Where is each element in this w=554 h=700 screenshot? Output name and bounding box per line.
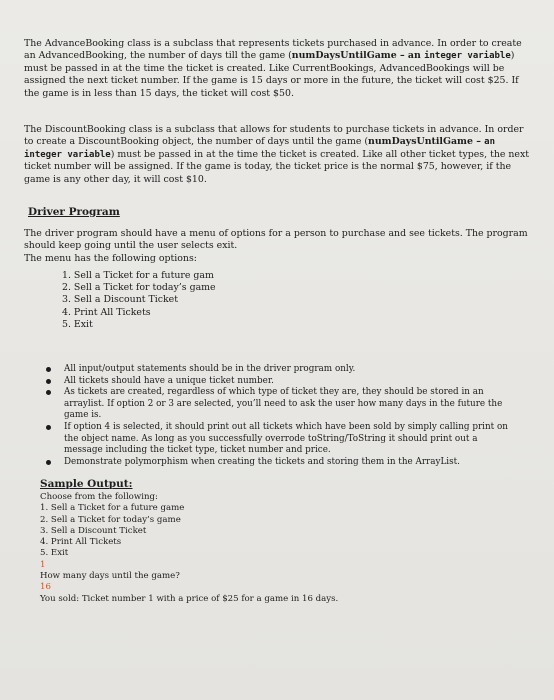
- list-item: [42, 387, 512, 422]
- sample-output-list: [40, 492, 338, 605]
- sample-output-heading: Sample Output:: [40, 478, 133, 490]
- menu-options-list: [62, 270, 216, 331]
- sample-line: Choose from the following:: [40, 492, 158, 502]
- bullet-icon: [46, 367, 51, 372]
- list-item-text: Demonstrate polymorphism when creating the tickets and storing them in the ArrayList.: [64, 456, 460, 467]
- sample-line: 5. Exit: [40, 548, 69, 559]
- variable-type: integer variable: [424, 51, 511, 62]
- advance-booking-paragraph: [24, 38, 530, 100]
- text-run: The DiscountBooking class is a subclass that allows for students to purchase tickets in advance. In order to create a DiscountBooking object, the number of days until the game (: [24, 124, 524, 148]
- bullet-icon: [46, 460, 51, 465]
- list-item: 1. Sell a Ticket for a future gam: [62, 270, 214, 281]
- variable-name: numDaysUntilGame: [368, 136, 473, 148]
- list-item: 2. Sell a Ticket for today’s game: [62, 282, 216, 294]
- bullet-icon: [46, 425, 51, 430]
- text-run: The AdvanceBooking class is a subclass that represents tickets purchased in advance. In order to create an AdvancedBooking, the number of days till the game (: [24, 38, 522, 62]
- list-item: 4. Print All Tickets: [62, 306, 151, 318]
- sample-user-input: 1: [40, 559, 46, 570]
- sample-line: You sold: Ticket number 1 with a price of $25 for a game in 16 days.: [40, 593, 339, 604]
- sample-line: 4. Print All Tickets: [40, 537, 122, 548]
- list-item-text: All tickets should have a unique ticket number.: [64, 375, 274, 386]
- list-item: [42, 457, 512, 469]
- menu-intro: The menu has the following options:: [24, 252, 197, 264]
- text-run: ) must be passed in at the time the ticket is created. Like CurrentBookings, AdvancedBookings will be assigned the next ticket number. If the game is 15 days or more in the future, the ticket will cost $25. If the game is in less than 15 days, the ticket will cost $50.: [24, 50, 519, 99]
- list-item: [42, 422, 512, 457]
- list-item-text: As tickets are created, regardless of which type of ticket they are, they should be stored in an arraylist. If option 2 or 3 are selected, you’ll need to ask the user how many days in the future the game is.: [64, 387, 503, 421]
- text-run: – an: [396, 50, 425, 62]
- list-item-text: All input/output statements should be in the driver program only.: [64, 364, 356, 374]
- list-item: [42, 376, 512, 388]
- sample-line: How many days until the game?: [40, 571, 180, 582]
- requirements-list: [42, 364, 512, 468]
- list-item: [42, 364, 512, 376]
- text-run: ) must be passed in at the time the ticket is created. Like all other ticket types, the next ticket number will be assigned. If the game is today, the ticket price is the normal $75, however, if the game is any other day, it will cost $10.: [24, 148, 530, 185]
- list-item: 5. Exit: [62, 318, 93, 330]
- driver-program-paragraph: [24, 228, 530, 265]
- bullet-icon: [46, 379, 51, 384]
- list-item-text: If option 4 is selected, it should print out all tickets which have been sold by simply calling print on the object name. As long as you successfully overrode toString/ToString it should print out a message including the ticket type, ticket number and price.: [64, 421, 508, 456]
- discount-booking-paragraph: [24, 124, 530, 186]
- sample-user-input: 16: [40, 582, 51, 593]
- driver-program-heading: Driver Program: [28, 206, 120, 218]
- list-item: 3. Sell a Discount Ticket: [62, 294, 178, 306]
- text-run: The driver program should have a menu of options for a person to purchase and see tickets. The program should keep going until the user selects exit.: [24, 228, 528, 252]
- sample-line: 1. Sell a Ticket for a future game: [40, 503, 185, 514]
- bullet-icon: [46, 390, 51, 395]
- sample-line: 3. Sell a Discount Ticket: [40, 525, 147, 536]
- variable-type: an integer variable: [24, 137, 496, 160]
- sample-line: 2. Sell a Ticket for today’s game: [40, 514, 181, 525]
- variable-name: numDaysUntilGame: [291, 50, 397, 62]
- text-run: –: [472, 136, 485, 148]
